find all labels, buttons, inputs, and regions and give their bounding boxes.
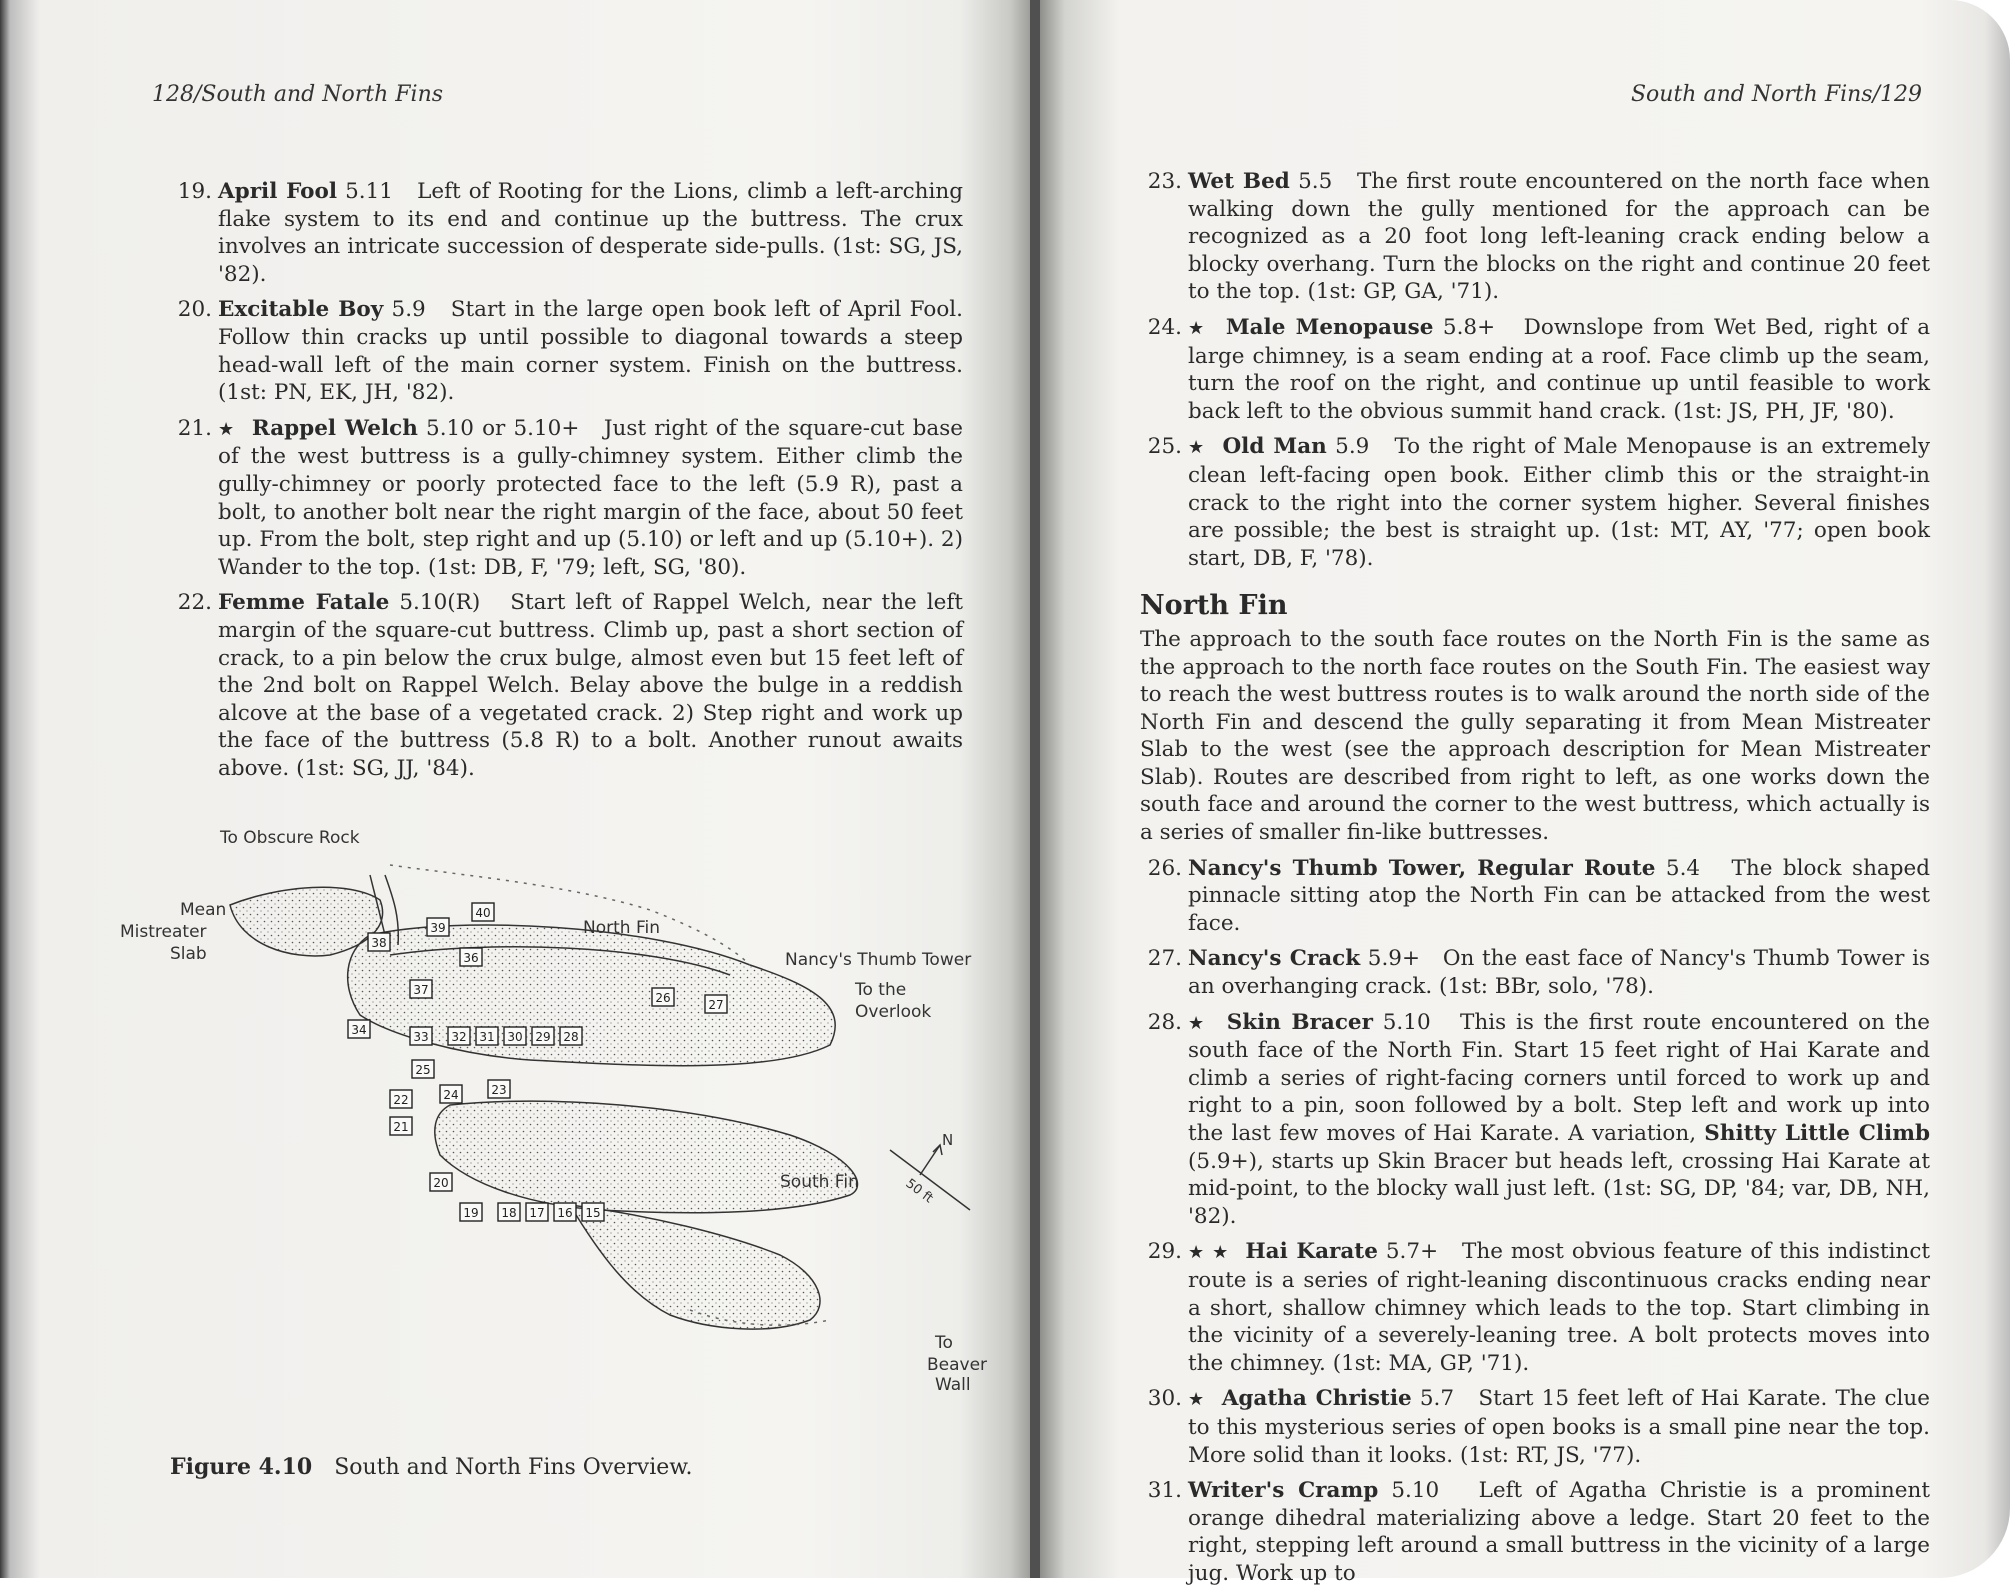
section-intro: The approach to the south face routes on the North Fin is the same as the approach to the north face routes on the South Fin. The easiest way to reach the west buttress routes is to walk around the north side of the North Fin and descend the gully separating it from Mean Mistreater Slab to the west (see the approach description for Mean Mistreater Slab). Routes are described from right to left, as one works down the south face and around the corner to the west buttress, which actually is a series of smaller fin-like buttresses. [1140,626,1930,846]
route-grade: 5.8+ [1442,314,1496,340]
left-route-column [170,178,963,790]
star-icon: ★ ★ [1188,1242,1230,1264]
route-name: Excitable Boy [218,297,384,323]
route-marker-40: 40 [475,906,491,920]
route-marker-18: 18 [501,1206,517,1220]
route-name: April Fool [218,179,338,204]
route-number: 19 . [170,178,212,206]
route-name: Skin Bracer [1226,1009,1373,1035]
route-marker-32: 32 [451,1030,467,1044]
route-name: Writer's Cramp [1188,1478,1379,1504]
route-marker-21: 21 [393,1120,409,1134]
route-number: 20 . [170,296,212,324]
route-name: Nancy's Crack [1188,946,1361,972]
route-number: 25 . [1140,433,1182,461]
route-marker-39: 39 [430,921,446,935]
route-entry-25 [1140,433,1930,572]
route-number: 27 . [1140,945,1182,973]
overview-map [120,815,1010,1395]
star-icon: ★ [1188,317,1207,339]
route-marker-29: 29 [535,1030,551,1044]
label-nancys-thumb-tower: Nancy's Thumb Tower [785,950,972,970]
route-description: Downslope from Wet Bed, right of a large chimney, is a seam ending at a roof. Face climb up the seam, turn the roof on the right, and continue up until feasible to work back left to the obvious summit hand crack. (1st: JS, PH, JF, '80). [1188,314,1931,424]
route-marker-27: 27 [708,998,724,1012]
route-description: Just right of the square-cut base of the west buttress is a gully-chimney system. Either climb the gully-chimney or poorly protected face to the left (5.9 R), past a bolt, to another bolt near the right margin of the face, about 50 feet up. From the bolt, step right and up (5.10) or left and up (5.10+). 2) Wander to the top. (1st: DB, F, '79; left, SG, '80). [218,415,964,580]
route-description: This is the first route encountered on the south face of the North Fin. Start 15 feet right of Hai Karate and climb a series of right-facing corners until forced to work up and right to a pin, soon followed by a bolt. Step left and work up into the last few moves of Hai Karate. A variation, [1188,1009,1930,1146]
right-route-column [1140,168,1930,1596]
route-name: Male Menopause [1225,314,1434,340]
route-name: Agatha Christie [1221,1386,1412,1412]
route-entry-27 [1140,945,1930,1000]
route-description: Left of Agatha Christie is a prominent orange dihedral materializing above a ledge. Start 20 feet to the right, stepping left around a small buttress in the vicinity of a large jug. Work up to [1188,1478,1930,1586]
north-arrow-label: N [942,1131,954,1149]
route-marker-24: 24 [443,1088,459,1102]
route-grade: 5.9+ [1367,946,1420,972]
route-number: 29 . [1140,1238,1182,1266]
route-description: The most obvious feature of this indistinct route is a series of right-leaning discontinuous cracks ending near a short, shallow chimney which leads to the top. Start climbing in the vicinity of a severely-leaning tree. A bolt protects moves into the chimney. (1st: MA, GP, '71). [1188,1239,1931,1376]
route-grade: 5.7+ [1385,1239,1439,1265]
label-mean-mistreater-line2: Mistreater [120,922,207,942]
route-description: On the east face of Nancy's Thumb Tower is an overhanging crack. (1st: BBr, solo, '78). [1188,946,1930,1000]
route-name: Old Man [1222,434,1327,460]
route-grade: 5.10 [1382,1009,1431,1035]
label-mean-mistreater-line3: Slab [170,944,207,964]
label-to-beaver-wall-line3: Wall [935,1375,971,1395]
route-name: Wet Bed [1188,169,1290,194]
route-number: 24 . [1140,314,1182,342]
star-icon: ★ [1188,1389,1206,1411]
route-marker-17: 17 [529,1206,545,1220]
label-to-the-overlook-line1: To the [855,980,907,1000]
route-marker-28: 28 [563,1030,579,1044]
route-marker-15: 15 [585,1206,601,1220]
route-marker-16: 16 [557,1206,573,1220]
star-icon: ★ [1188,437,1206,459]
south-fin-lower [570,1205,820,1329]
scale-label: 50 ft [902,1176,936,1207]
route-grade: 5.11 [345,179,393,204]
route-number: 26 . [1140,855,1182,883]
figure-caption-text: South and North Fins Overview. [334,1455,693,1480]
route-entry-20 [170,296,963,406]
route-marker-22: 22 [393,1093,409,1107]
variation-name: Shitty Little Climb [1704,1121,1931,1146]
label-north-fin: North Fin [583,918,660,938]
route-marker-33: 33 [413,1030,429,1044]
route-grade: 5.4 [1665,855,1701,881]
book-gutter [1030,0,1040,1578]
route-name: Rappel Welch [251,415,418,441]
route-marker-37: 37 [413,983,429,997]
route-entry-24 [1140,314,1930,425]
right-page [1040,0,2010,1586]
label-to-beaver-wall-line2: Beaver [927,1355,988,1375]
route-entry-28 [1140,1009,1930,1231]
star-icon: ★ [218,418,236,440]
section-title-north-fin: North Fin [1140,590,1288,622]
route-name: Nancy's Thumb Tower, Regular Route [1188,855,1656,881]
route-entry-19 [170,178,963,288]
route-marker-25: 25 [415,1063,431,1077]
route-number: 30 . [1140,1385,1182,1413]
route-number: 22 . [170,589,212,617]
route-number: 28 . [1140,1009,1182,1037]
route-entry-30 [1140,1385,1930,1469]
star-icon: ★ [1188,1012,1208,1034]
figure-caption [170,1454,693,1480]
south-fin-shape [435,1101,858,1213]
route-description-cont: (5.9+), starts up Skin Bracer but heads left, crossing Hai Karate at mid-point, to the blocky wall just left. (1st: SG, DP, '84; var, DB, NH, '82). [1188,1148,1930,1229]
route-grade: 5.9 [1335,434,1370,460]
route-number: 21 . [170,415,212,443]
route-marker-23: 23 [491,1083,507,1097]
route-grade: 5.9 [391,297,426,323]
route-entry-22 [170,589,963,782]
label-to-beaver-wall-line1: To [935,1333,953,1353]
route-marker-19: 19 [463,1206,479,1220]
route-entry-31 [1140,1477,1930,1587]
figure-label: Figure 4.10 [170,1454,313,1480]
route-description: The first route encountered on the north face when walking down the gully mentioned for the approach can be recognized as a 20 foot long left-leaning crack ending below a blocky overhang. Turn the blocks on the right and continue 20 feet to the top. (1st: GP, GA, '71). [1188,169,1930,305]
route-description: Start 15 feet left of Hai Karate. The clue to this mysterious series of open books is a small pine near the top. More solid than it looks. (1st: RT, JS, '77). [1188,1386,1931,1468]
route-marker-30: 30 [507,1030,523,1044]
route-number: 31 . [1140,1477,1182,1505]
label-mean-mistreater-line1: Mean [180,900,227,920]
left-running-head: 128/South and North Fins [152,82,444,107]
route-description: Start left of Rappel Welch, near the left margin of the square-cut buttress. Climb up, past a short section of crack, to a pin below the crux bulge, almost even but 15 feet left of the 2nd bolt on Rappel Welch. Belay above the bulge in a reddish alcove at the base of a vegetated crack. 2) Step right and work up the face of the buttress (5.8 R) to a bolt. Another runout awaits above. (1st: SG, JJ, '84). [218,590,963,781]
route-marker-26: 26 [655,991,671,1005]
route-name: Femme Fatale [218,590,390,616]
route-grade: 5.10(R) [399,590,481,616]
label-south-fin: South Fin [780,1172,859,1192]
route-grade: 5.10 or 5.10+ [426,415,580,441]
route-entry-29 [1140,1238,1930,1377]
route-number: 23 . [1140,168,1182,196]
route-description: The block shaped pinnacle sitting atop the North Fin can be attacked from the west face. [1188,855,1930,936]
label-to-the-overlook-line2: Overlook [855,1002,932,1022]
route-name: Hai Karate [1245,1239,1378,1265]
route-marker-36: 36 [463,951,479,965]
route-marker-38: 38 [371,936,387,950]
route-grade: 5.5 [1298,169,1333,194]
route-marker-31: 31 [479,1030,495,1044]
route-grade: 5.7 [1419,1386,1455,1412]
route-marker-34: 34 [351,1023,367,1037]
route-description: Left of Rooting for the Lions, climb a left-arching flake system to its end and continue up the buttress. The crux involves an intricate succession of desperate side-pulls. (1st: SG, JS, '82). [218,179,963,287]
route-description: To the right of Male Menopause is an extremely clean left-facing open book. Either climb this or the straight-in crack to the right into the corner system higher. Several finishes are possible; the best is straight up. (1st: MT, AY, '77; open book start, DB, F, '78). [1188,434,1931,571]
route-entry-23 [1140,168,1930,306]
right-running-head: South and North Fins/129 [1630,82,1922,107]
label-to-obscure-rock: To Obscure Rock [220,828,360,848]
route-entry-26 [1140,855,1930,938]
route-grade: 5.10 [1391,1478,1440,1504]
route-entry-21 [170,415,963,582]
route-marker-20: 20 [433,1176,449,1190]
route-description: Start in the large open book left of April Fool. Follow thin cracks up until possible to diagonal towards a steep head-wall left of the main corner system. Finish on the buttress. (1st: PN, EK, JH, '82). [218,297,963,406]
